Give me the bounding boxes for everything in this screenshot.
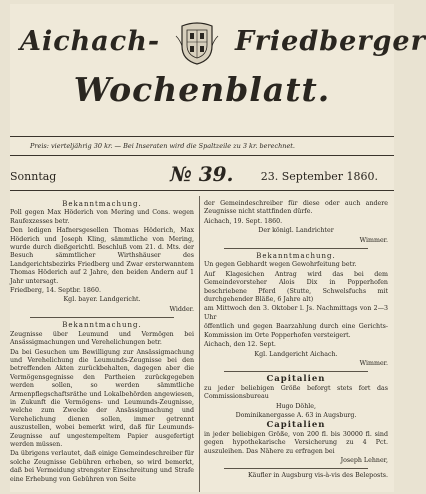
right-column-paragraph: Dominikanergasse A. 63 in Augsburg. [235,411,357,419]
right-column-paragraph: der Gemeindeschreiber für diese oder auch andere Zeugnisse nicht stattfinden dürfe. [204,200,388,216]
left-column-paragraph: Poll gegen Max Höderich von Mering und Cons. wegen Raufexzesses betr. [10,209,194,225]
right-column-paragraph: Wimmer. [359,359,388,367]
section-separator [30,317,174,318]
right-column-paragraph: Bekanntmachung. [256,252,336,261]
left-column-paragraph: Friedberg, 14. Septbr. 1860. [10,287,101,295]
left-column-paragraph: Den ledigen Hafnersgesellen Thomas Höderich, Max Höderich und Joseph Kling, sämmtliche von Mering, wurde durch dießgerichtl. Beschluß vom 21. d. Mts. der Besuch sämmtlicher Wirthshäuser des Landgerichtsbezirks Friedberg und Zwar ersterwanntem Thomas Höderich auf 2 Jahre, den beiden Andern auf 1 Jahr untersagt. [10,227,194,285]
right-column-paragraph: Aichach, den 12. Sept. [204,341,276,349]
title-aichach: Aichach- [20,26,161,57]
newspaper-page [10,4,426,492]
left-column-paragraph: Kgl. bayer. Landgericht. [63,296,141,304]
dateline [10,162,394,186]
dateline-rule [10,190,394,191]
section-separator [224,248,368,249]
masthead-wochenblatt: Wochenblatt. [73,70,331,109]
price-rule [10,155,394,156]
right-column-paragraph: Der königl. Landrichter [258,227,334,235]
masthead [10,8,426,120]
right-column-paragraph: Auf Klagesichen Antrag wird das bei dem Gemeindevorsteher Alois Dix in Popperhofen beschriebene Pferd (Stutte, Schwelsfuchs mit durchgehender Bläße, 6 Jahre alt) [204,270,388,304]
left-column [10,200,194,492]
left-column-paragraph: Zeugnisse über Leumund und Vermögen bei Ansässigmachungen und Verehelichungen betr. [10,330,194,347]
left-column-paragraph: Widder. [169,305,194,313]
right-column-paragraph: Käufler in Augsburg vis-à-vis des Beleposts. [247,472,388,480]
right-column-paragraph: zu jeder beliebigen Größe beforgt stets fort das Commissionsbureau [204,384,388,401]
right-column-paragraph: Un gegen Gebhardt wegen Gewohrfeitung betr. [204,261,357,269]
right-column-paragraph: Kgl. Landgericht Aichach. [254,350,338,358]
left-column-paragraph: Bekanntmachung. [62,321,142,330]
column-divider [199,196,200,492]
left-column-paragraph: Da bei Gesuchen um Bewilligung zur Ansässigmachung und Verehelichung die Leumunds-Zeugnisse bei den betreffenden Akten zurückbehalten, dagegen aber die Vermögensgegnisse den Partheien zurückgegeben werden sollen, so werden sämmtliche Armenpflegschaftsräthe und Lokalbehörden angewiesen, in Zukunft die Vermögens- und Leumunds-Zeugnisse, welche zum Zwecke der Ansässigmachung und Verehelichung dienen sollen, immer getrennt auszustellen, wobei bemerkt wird, daß für Leumunds-Zeugnisse auf ungestempeltem Papier ausgefertigt werden müssen. [10,348,194,448]
right-column [204,200,388,492]
right-column-paragraph: Wimmer. [359,236,388,244]
right-column-paragraph: Joseph Lehner, [340,456,388,464]
left-column-paragraph: Bekanntmachung. [62,200,142,208]
right-column-paragraph: öffentlich und gegen Baarzahlung durch eine Gerichts-Kommission im Orte Popperhofen versteigert. [204,323,388,339]
coat-of-arms-icon [174,20,220,66]
section-separator [224,468,368,469]
right-column-paragraph: am Mittwoch den 3. Oktober l. Js. Nachmittags von 2—3 Uhr [204,305,388,321]
right-column-paragraph: Capitalien [266,420,326,431]
right-column-paragraph: Capitalien [266,374,326,385]
right-column-paragraph: in jeder beliebigen Größe, von 200 fl. bis 30000 fl. sind gegen hypothekarische Versicherung zu 4 Pct. auszuleihen. Das Nähere zu erfragen bei [204,430,388,455]
left-column-paragraph: Da übrigens verlautet, daß einige Gemeindeschreiber für solche Zeugnisse Gebühren erheben, so wird bemerkt, daß bei Vermeidung strengster Einschreitung und Strafe eine Erhebung von Gebühren von Seite [10,450,194,483]
masthead-rule [10,136,394,137]
issue-number: № 39. [170,162,234,186]
right-column-paragraph: Hugo Döhle, [275,402,316,410]
issue-date: 23. September 1860. [260,170,378,183]
right-column-paragraph: Aichach, 19. Sept. 1860. [204,217,283,225]
title-friedberger: Friedberger [235,26,426,57]
issue-day: Sonntag [10,170,57,183]
price-line: Preis: vierteljährig 30 kr. — Bei Inseraten wird die Spaltzeile zu 3 kr. berechnet. [30,142,295,150]
section-separator [224,371,368,372]
